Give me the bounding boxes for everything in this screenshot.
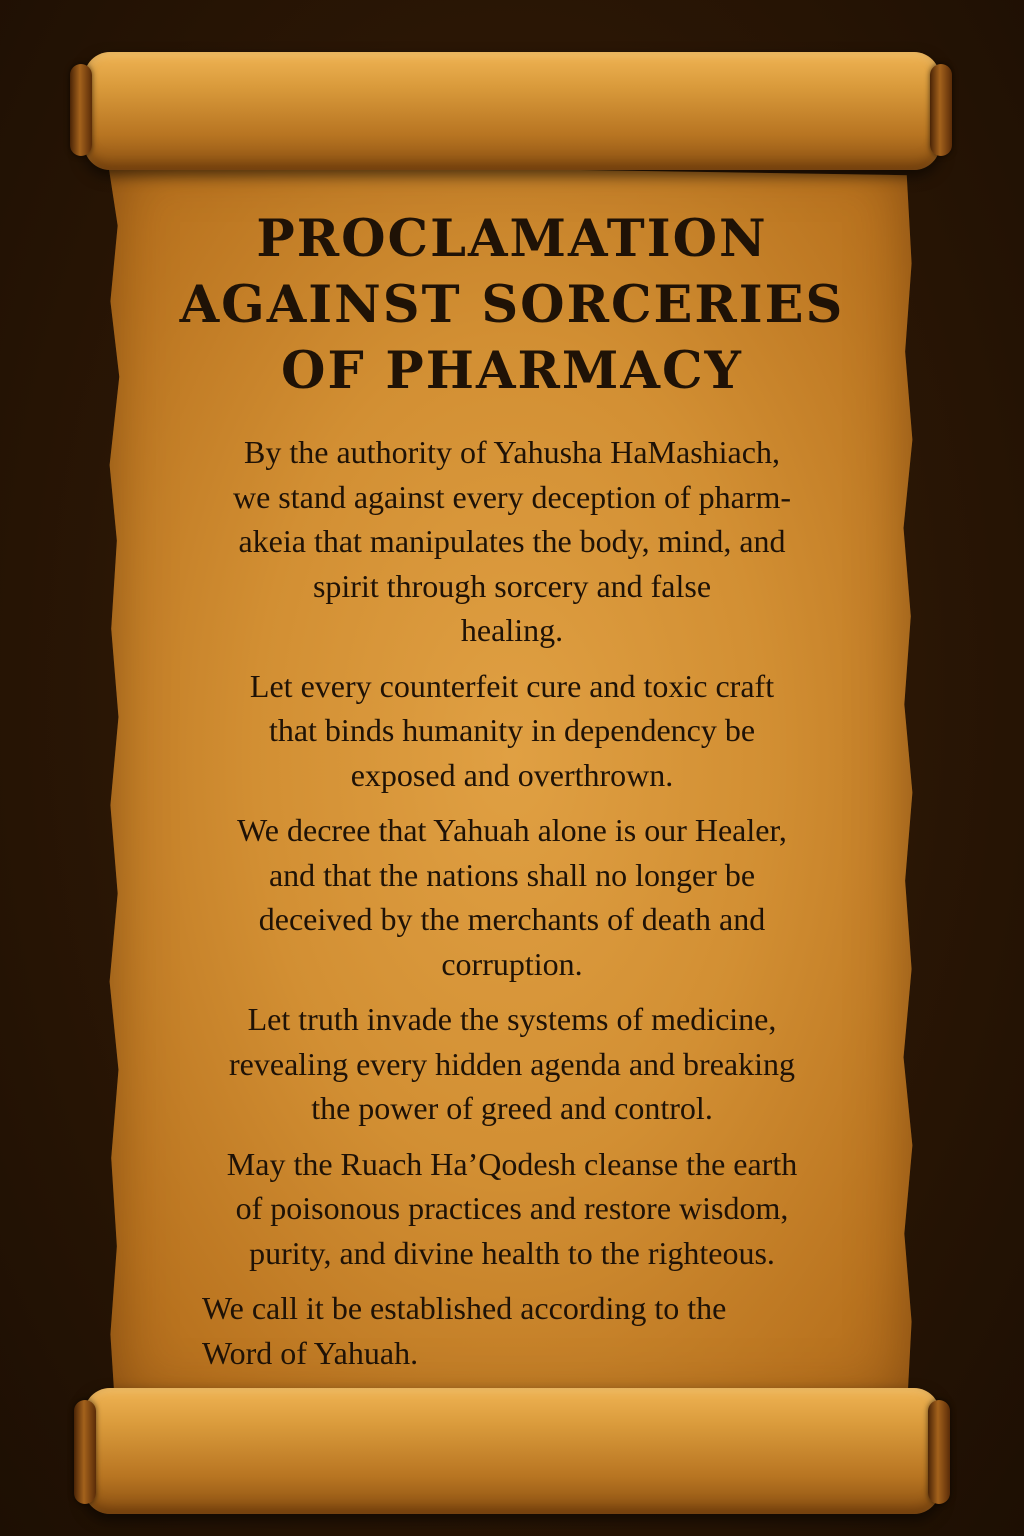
text-line: Let truth invade the systems of medicine, <box>247 1001 777 1037</box>
text-line: we stand against every deception of pharm- <box>232 478 791 515</box>
text-line: We call it be established according to the <box>202 1290 727 1326</box>
text-line: exposed and overthrown. <box>350 756 674 793</box>
top-roller <box>84 52 940 170</box>
paragraph-decree <box>150 808 874 986</box>
text-line: purity, and divine health to the righteous. <box>249 1234 775 1271</box>
roller-knob-top-left <box>70 64 92 156</box>
text-line: akeia that manipulates the body, mind, and <box>238 523 786 559</box>
text-line: deceived by the merchants of death and <box>258 901 766 937</box>
text-line: of poisonous practices and restore wisdom, <box>235 1190 789 1226</box>
roller-knob-top-right <box>930 64 952 156</box>
proclamation-body <box>150 430 874 1386</box>
paragraph-counterfeit <box>150 664 874 798</box>
text-line: revealing every hidden agenda and breaking <box>229 1045 795 1082</box>
paragraph-closing <box>150 1286 874 1375</box>
paragraph-authority <box>150 430 874 653</box>
text-line: spirit through sorcery and false <box>312 567 712 604</box>
text-line: and that the nations shall no longer be <box>268 856 756 893</box>
proclamation-title <box>150 206 874 404</box>
text-line: that binds humanity in dependency be <box>268 712 756 748</box>
text-line: healing. <box>460 612 564 648</box>
text-line: Word of Yahuah. <box>202 1334 419 1371</box>
title-line: AGAINST SORCERIES <box>179 275 845 335</box>
text-line: the power of greed and control. <box>311 1090 713 1126</box>
text-line: May the Ruach Ha’Qodesh cleanse the earth <box>226 1145 798 1182</box>
bottom-roller <box>84 1388 940 1514</box>
paragraph-cleanse <box>150 1142 874 1276</box>
roller-knob-bottom-right <box>928 1400 950 1504</box>
text-line: corruption. <box>441 945 583 982</box>
paragraph-truth <box>150 997 874 1131</box>
roller-knob-bottom-left <box>74 1400 96 1504</box>
text-line: Let every counterfeit cure and toxic craft <box>249 667 775 704</box>
title-line: PROCLAMATION <box>256 209 768 269</box>
title-line: OF PHARMACY <box>281 341 743 401</box>
text-line: By the authority of Yahusha HaMashiach, <box>244 434 780 470</box>
text-line: We decree that Yahuah alone is our Healer, <box>237 812 787 848</box>
